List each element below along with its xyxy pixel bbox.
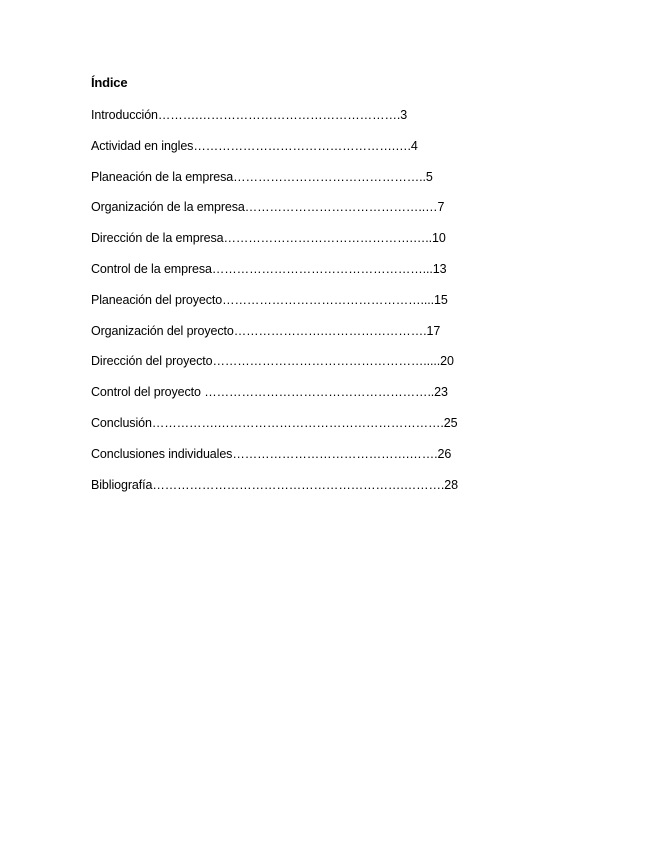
- toc-entry-direccion-empresa: Dirección de la empresa……………………………………….…..10: [91, 231, 446, 246]
- toc-entry-organizacion-proyecto: Organización del proyecto………………….…………………….17: [91, 323, 441, 338]
- toc-entry-introduccion: Introducción……….………………………………………….3: [91, 108, 408, 122]
- toc-entry-direccion-proyecto: Dirección del proyecto…………………………………………….....20: [91, 354, 454, 369]
- toc-entry-control-empresa: Control de la empresa……………………………………………...13: [91, 261, 447, 276]
- toc-entry-conclusiones-individuales: Conclusiones individuales…………………………………….…….26: [91, 446, 452, 461]
- toc-entry-control-proyecto: Control del proyecto ………………………………………………..23: [91, 385, 448, 400]
- toc-title: Índice: [91, 75, 128, 90]
- toc-entry-planeacion-proyecto: Planeación del proyecto…………………………………………....15: [91, 292, 448, 307]
- toc-entry-conclusion: Conclusión…………….……………………………………………….25: [91, 415, 458, 430]
- toc-entry-planeacion-empresa: Planeación de la empresa………………………………………..5: [91, 169, 433, 184]
- toc-entry-organizacion-empresa: Organización de la empresa……………………………………..…7: [91, 200, 445, 215]
- toc-list: [91, 107, 458, 507]
- toc-entry-bibliografia: Bibliografía…………………………………………………….……….28: [91, 477, 458, 492]
- toc-entry-actividad-en-ingles: Actividad en ingles………………………………………….….4: [91, 138, 418, 153]
